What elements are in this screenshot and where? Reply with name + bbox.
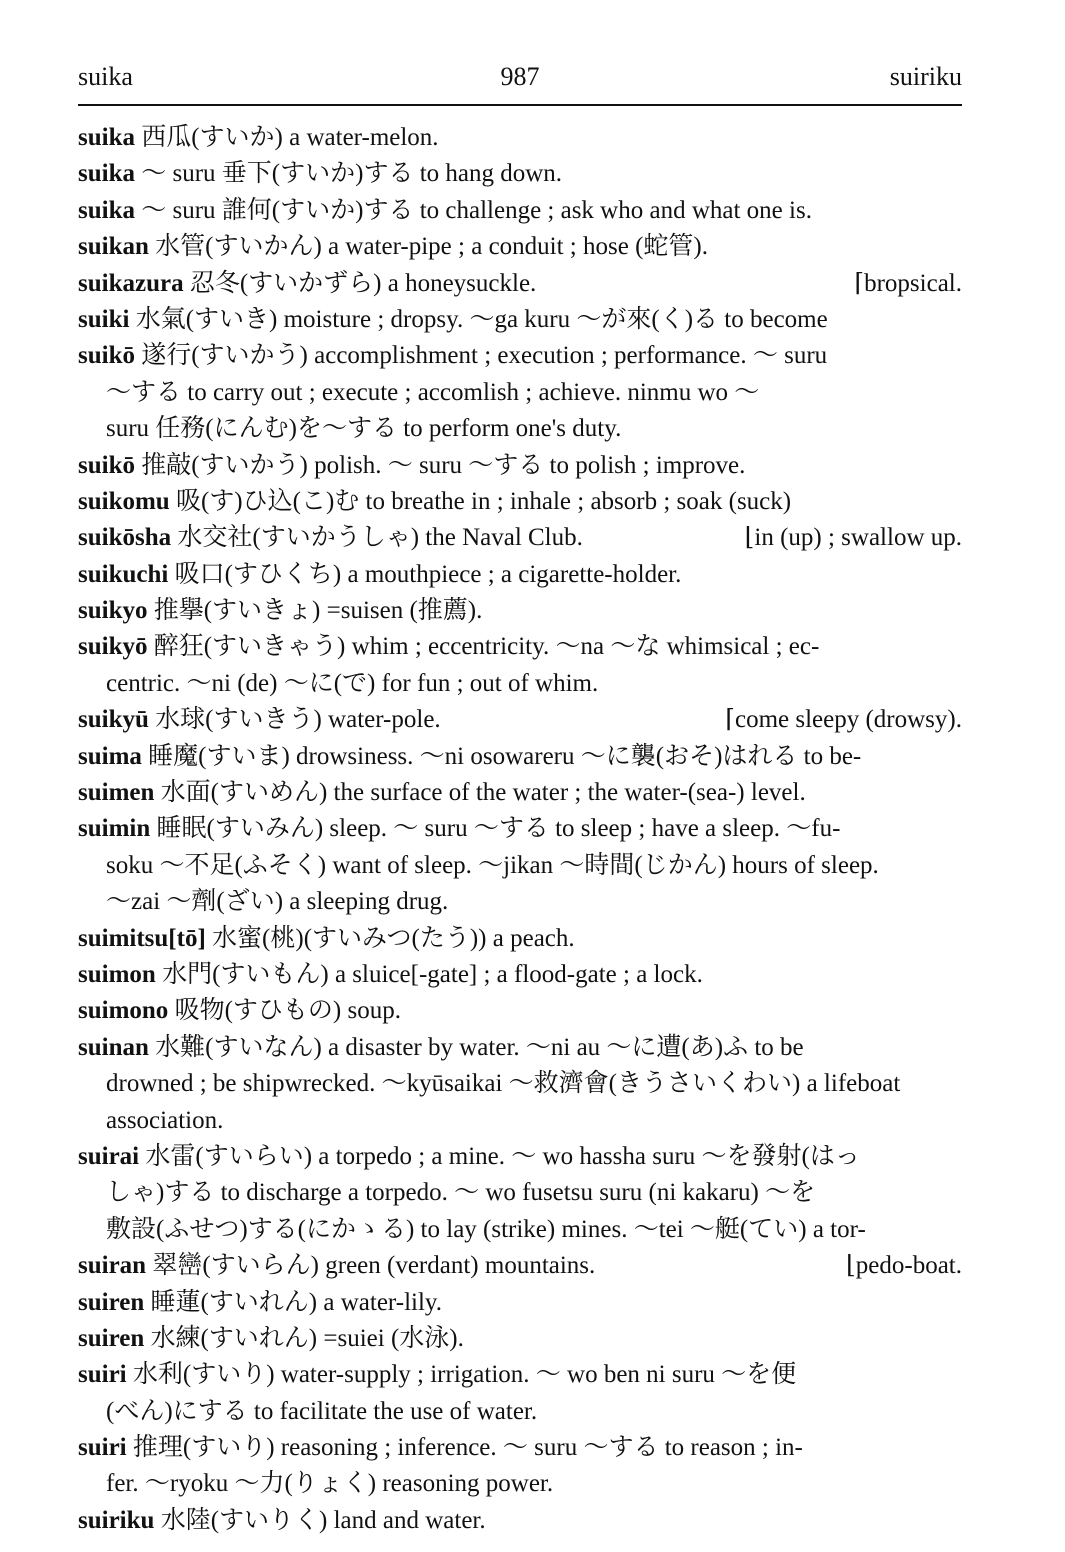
entry-text: 水氣(すいき) moisture ; dropsy. ～ga kuru ～が來(く)る to become [129,305,828,333]
entry-text: (べん)にする to facilitate the use of water. [106,1397,538,1425]
entry-line [78,1139,962,1175]
entry-text: suru 任務(にんむ)を～する to perform one's duty. [106,415,622,443]
entry-continuation-line [78,1175,962,1211]
entry-line [78,1248,962,1284]
entry-line [78,1321,962,1357]
headword: suimitsu[tō] [78,924,206,952]
entry-line [78,302,962,338]
entry-line [78,775,962,811]
entry-line [78,702,962,738]
headword: suikō [78,342,135,370]
entry-text: ～ suru 誰何(すいか)する to challenge ; ask who and what one is. [134,196,812,224]
entry-continuation-line [78,666,962,702]
entry-line [78,229,962,265]
entry-text: 遂行(すいかう) accomplishment ; execution ; performance. ～ suru [134,342,828,370]
entry-line [78,557,962,593]
headword: suikō [78,451,135,479]
entry-continuation-line [78,375,962,411]
entry-text: 水門(すいもん) a sluice[-gate] ; a flood-gate ; a lock. [155,960,703,988]
headword: suirai [78,1142,140,1170]
entry-continuation-line [78,411,962,447]
running-head-right: suiriku [889,62,962,91]
entry-line [78,1285,962,1321]
entry-text: 敷設(ふせつ)する(にかゝる) to lay (strike) mines. ～tei ～艇(てい) a tor- [106,1215,866,1243]
entry-text: 水面(すいめん) the surface of the water ; the water-(sea-) level. [154,779,806,807]
entry-line [78,1503,962,1539]
entry-text: 推敲(すいかう) polish. ～ suru ～する to polish ; improve. [134,451,746,479]
header-rule [78,104,962,106]
entry-text: 水練(すいれん) =suiei (水泳). [144,1324,464,1352]
entry-line [78,448,962,484]
entry-text: 吸物(すひもの) soup. [168,997,401,1025]
entry-line [78,993,962,1029]
entry-text: 水交社(すいかうしゃ) the Naval Club. [171,524,583,552]
entry-line [78,629,962,665]
headword: suikyū [78,706,149,734]
headword: suiren [78,1288,145,1316]
headword: suika [78,160,135,188]
entry-text: 推擧(すいきょ) =suisen (推薦). [147,597,483,625]
dictionary-entries [78,120,962,1539]
entry-text: 水難(すいなん) a disaster by water. ～ni au ～に遭(あ)ふ to be [148,1033,804,1061]
headword: suimen [78,779,155,807]
entry-line [78,957,962,993]
headword: suikyō [78,633,148,661]
headword: suimin [78,815,151,843]
entry-line [78,1030,962,1066]
running-head-left: suika [78,62,133,91]
headword: suikuchi [78,560,169,588]
entry-line [78,338,962,374]
entry-text: 西瓜(すいか) a water-melon. [134,124,439,151]
headword: suiri [78,1434,127,1462]
entry-text: 水雷(すいらい) a torpedo ; a mine. ～ wo hassha suru ～を發射(はっ [139,1142,860,1170]
entry-line [78,593,962,629]
entry-text: 睡蓮(すいれん) a water-lily. [144,1288,443,1316]
entry-line [78,921,962,957]
headword: suiriku [78,1506,155,1534]
entry-continuation-line [78,1212,962,1248]
headword: suiren [78,1324,145,1352]
headword: suika [78,124,135,151]
overflow-text: ⌈come sleepy (drowsy). [725,706,962,734]
page-header [78,62,962,102]
headword: suinan [78,1033,149,1061]
entry-continuation-line [78,1394,962,1430]
headword: suikan [78,233,149,261]
headword: suimono [78,997,169,1025]
entry-line [78,266,962,302]
entry-text: 睡眠(すいみん) sleep. ～ suru ～する to sleep ; have a sleep. ～fu- [150,815,841,843]
entry-line [78,811,962,847]
entry-line [78,1430,962,1466]
entry-line [78,1357,962,1393]
entry-text: 醉狂(すいきゃう) whim ; eccentricity. ～na ～な whimsical ; ec- [147,633,820,661]
entry-continuation-line [78,848,962,884]
entry-text: ～zai ～劑(ざい) a sleeping drug. [106,888,449,916]
overflow-text: ⌈bropsical. [854,269,962,297]
overflow-text: ⌊pedo-boat. [846,1252,962,1280]
headword: suika [78,196,135,224]
entry-text: 睡魔(すいま) drowsiness. ～ni osowareru ～に襲(おそ)はれる to be- [141,742,862,770]
headword: suikomu [78,487,170,515]
entry-text: fer. ～ryoku ～力(りょく) reasoning power. [106,1470,554,1498]
entry-line [78,156,962,192]
headword: suikazura [78,269,184,297]
entry-line [78,193,962,229]
entry-continuation-line [78,1103,962,1139]
page-number: 987 [500,62,540,91]
entry-text: ～する to carry out ; execute ; accomlish ; achieve. ninmu wo ～ [106,378,760,406]
entry-text: drowned ; be shipwrecked. ～kyūsaikai ～救濟會(きうさいくわい) a lifeboat [106,1070,901,1098]
headword: suikōsha [78,524,172,552]
headword: suiran [78,1252,147,1280]
entry-text: 水管(すいかん) a water-pipe ; a conduit ; hose (蛇管). [148,233,708,261]
entry-continuation-line [78,884,962,920]
headword: suimon [78,960,156,988]
entry-text: 水利(すいり) water-supply ; irrigation. ～ wo ben ni suru ～を便 [126,1361,797,1389]
headword: suima [78,742,142,770]
headword: suikyo [78,597,148,625]
headword: suiri [78,1361,127,1389]
entry-text: soku ～不足(ふそく) want of sleep. ～jikan ～時間(じかん) hours of sleep. [106,851,879,879]
entry-line [78,120,962,156]
entry-text: 水陸(すいりく) land and water. [154,1506,486,1534]
entry-text: 吸(す)ひ込(こ)む to breathe in ; inhale ; absorb ; soak (suck) [169,487,792,515]
entry-text: 推理(すいり) reasoning ; inference. ～ suru ～する to reason ; in- [126,1434,803,1462]
entry-continuation-line [78,1066,962,1102]
entry-text: 忍冬(すいかずら) a honeysuckle. [183,269,537,297]
entry-text: 水球(すいきう) water-pole. [148,706,441,734]
entry-text: association. [106,1106,224,1134]
entry-text: centric. ～ni (de) ～に(で) for fun ; out of whim. [106,669,599,697]
entry-text: ～ suru 垂下(すいか)する to hang down. [134,160,563,188]
entry-text: 吸口(すひくち) a mouthpiece ; a cigarette-holder. [168,560,682,588]
entry-line [78,520,962,556]
entry-text: しゃ)する to discharge a torpedo. ～ wo fusetsu suru (ni kakaru) ～を [106,1179,816,1207]
entry-line [78,484,962,520]
overflow-text: ⌊in (up) ; swallow up. [744,524,962,552]
entry-continuation-line [78,1466,962,1502]
entry-line [78,739,962,775]
entry-text: 翠巒(すいらん) green (verdant) mountains. [146,1252,596,1280]
entry-text: 水蜜(桃)(すいみつ(たう)) a peach. [205,924,575,952]
headword: suiki [78,305,130,333]
